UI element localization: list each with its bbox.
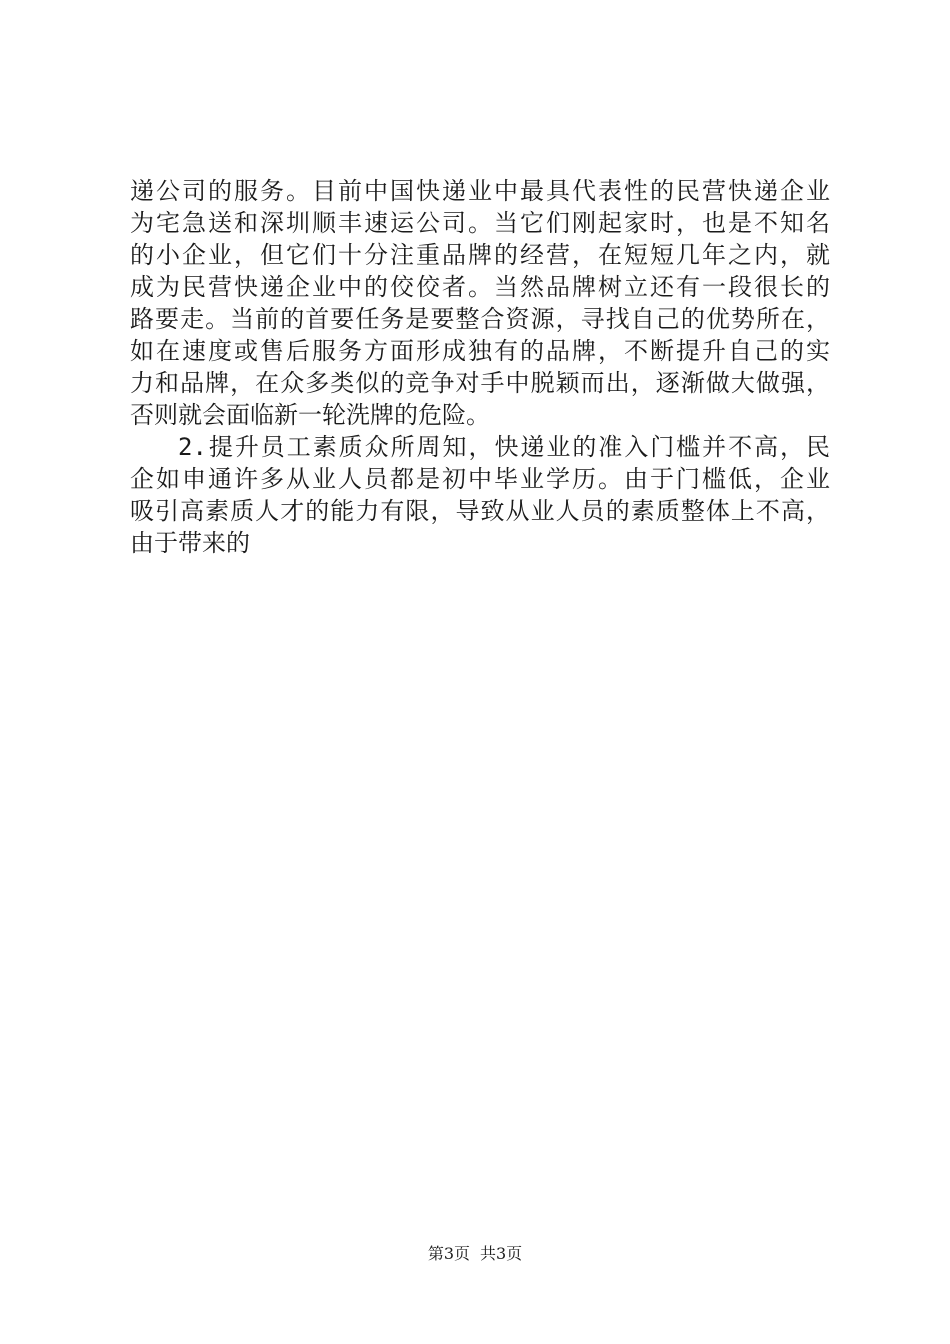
page-footer bbox=[0, 1244, 950, 1264]
page-number-total: 共3页 bbox=[480, 1244, 523, 1263]
body-line: 企如申通许多从业人员都是初中毕业学历。由于门槛低，企业 bbox=[130, 465, 830, 493]
body-line: 递公司的服务。目前中国快递业中最具代表性的民营快递企业 bbox=[130, 177, 830, 205]
body-line: 路要走。当前的首要任务是要整合资源，寻找自己的优势所在， bbox=[130, 305, 830, 333]
body-line: 如在速度或售后服务方面形成独有的品牌，不断提升自己的实 bbox=[130, 337, 830, 365]
body-line: 由于带来的 bbox=[130, 529, 250, 557]
body-line: 的小企业，但它们十分注重品牌的经营，在短短几年之内，就 bbox=[130, 241, 830, 269]
body-line: 力和品牌，在众多类似的竞争对手中脱颖而出，逐渐做大做强， bbox=[130, 369, 830, 397]
body-line: 成为民营快递企业中的佼佼者。当然品牌树立还有一段很长的 bbox=[130, 273, 830, 301]
document-body bbox=[130, 175, 830, 559]
body-line: 2.提升员工素质众所周知，快递业的准入门槛并不高，民 bbox=[178, 433, 830, 461]
body-line: 吸引高素质人才的能力有限，导致从业人员的素质整体上不高， bbox=[130, 497, 830, 525]
body-line: 否则就会面临新一轮洗牌的危险。 bbox=[130, 401, 490, 429]
page-number-current: 第3页 bbox=[427, 1244, 470, 1263]
body-line: 为宅急送和深圳顺丰速运公司。当它们刚起家时，也是不知名 bbox=[130, 209, 830, 237]
